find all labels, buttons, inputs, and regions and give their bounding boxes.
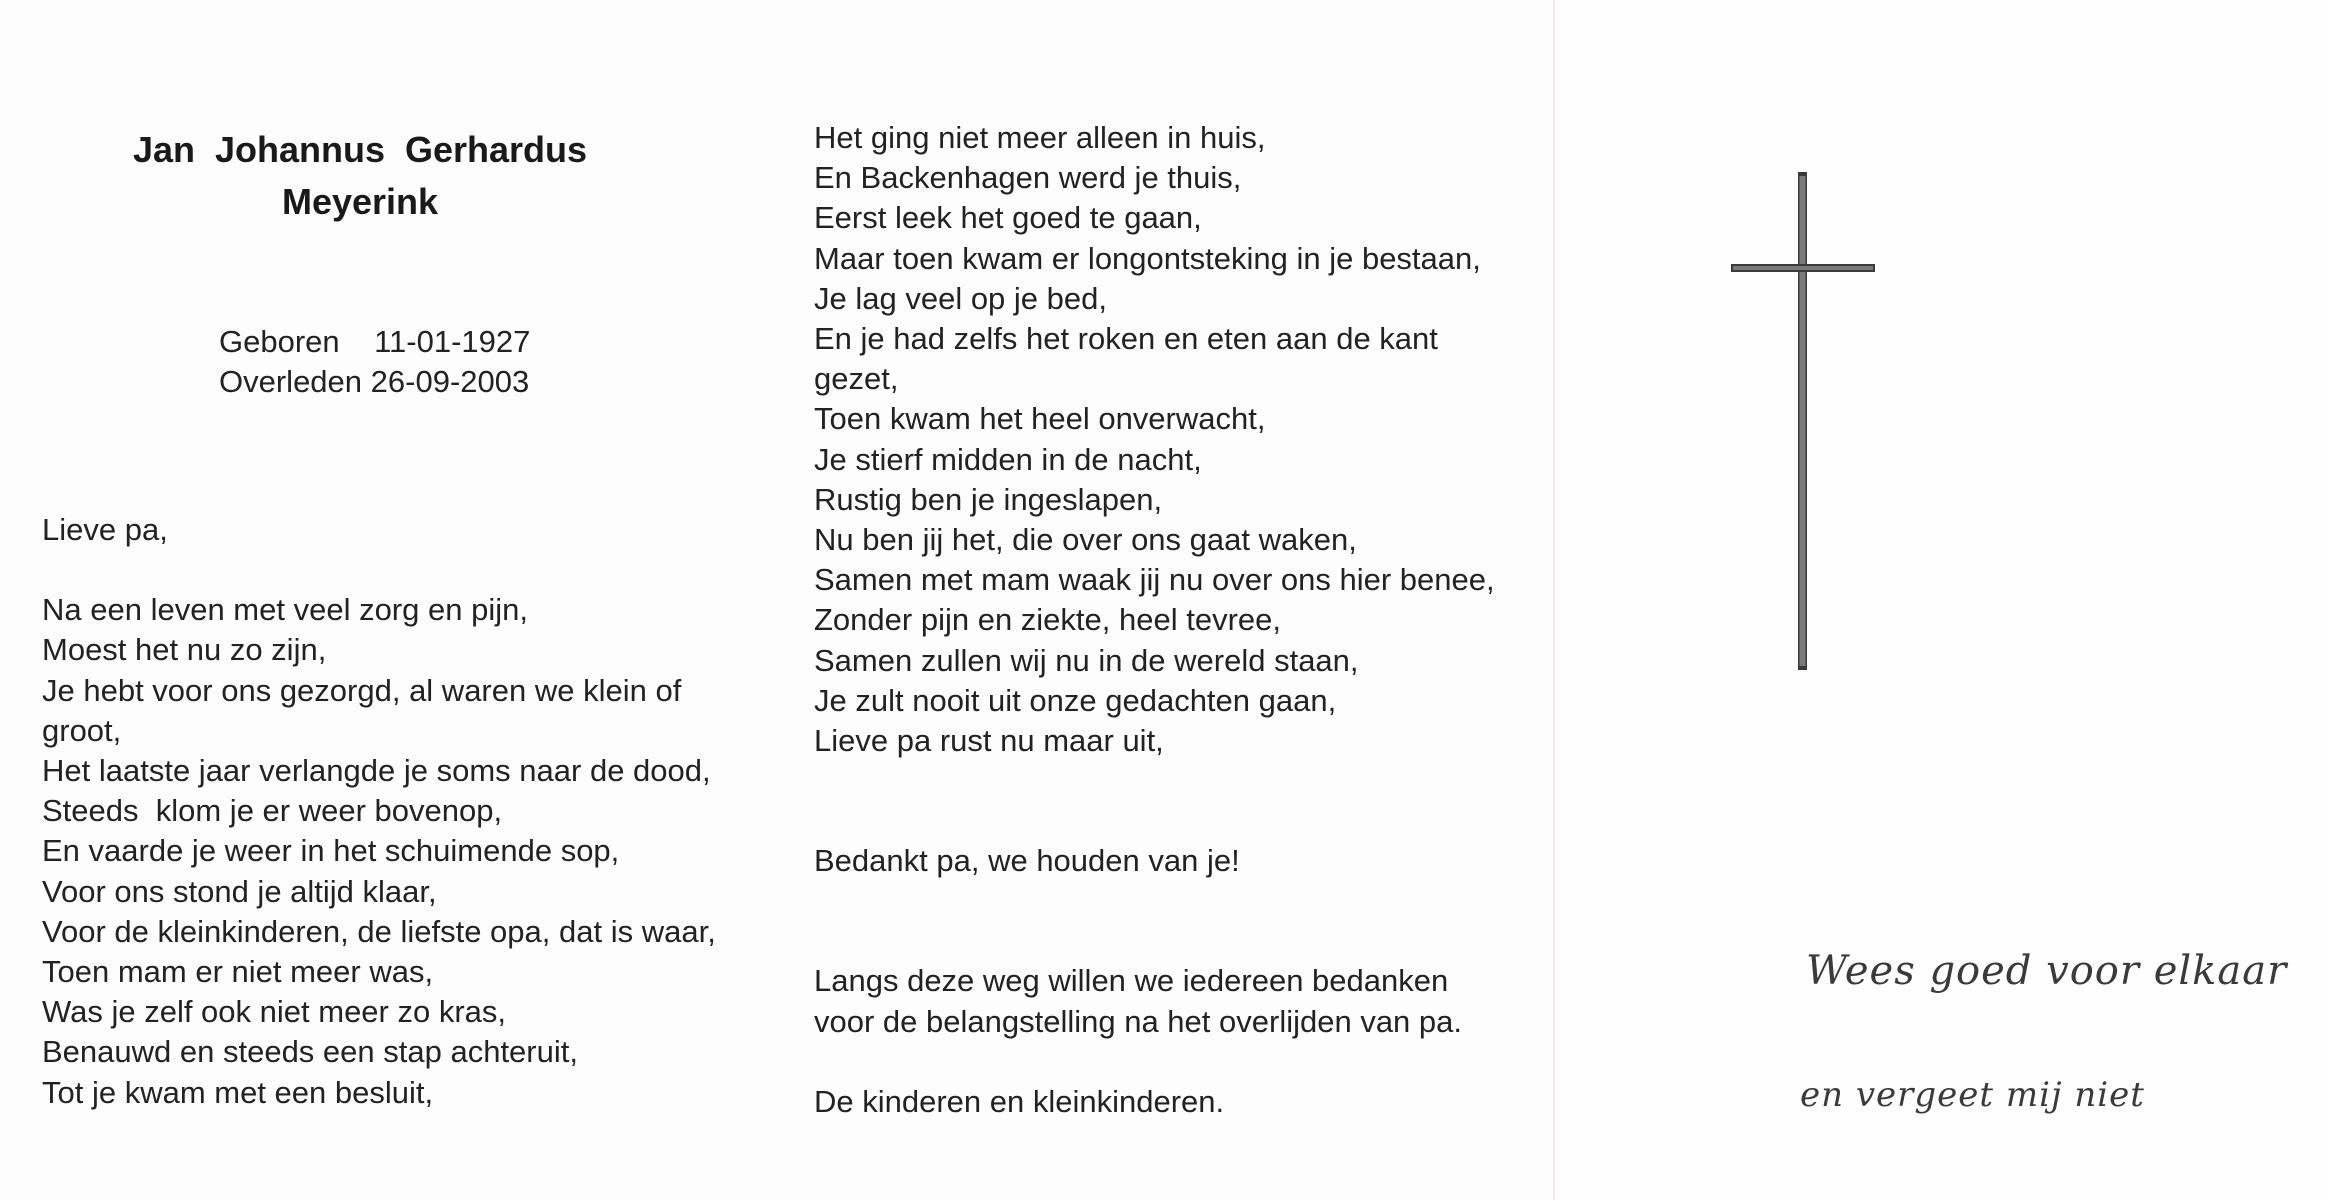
cross-icon [1728, 172, 1878, 672]
poem-line: Het laatste jaar verlangde je soms naar de dood, [42, 753, 711, 789]
thanks-line: Bedankt pa, we houden van je! [814, 843, 1240, 879]
poem-line: Toen mam er niet meer was, [42, 954, 434, 990]
poem-line: Toen kwam het heel onverwacht, [814, 401, 1266, 437]
poem-line: Je zult nooit uit onze gedachten gaan, [814, 682, 1337, 718]
acknowledgement-line-2: voor de belangstelling na het overlijden van pa. [814, 1003, 1463, 1039]
poem-line: Het ging niet meer alleen in huis, [814, 120, 1266, 155]
acknowledgement-line-1: Langs deze weg willen we iedereen bedanken [814, 963, 1449, 999]
life-dates [219, 322, 530, 402]
poem-line: Je lag veel op je bed, [814, 280, 1107, 316]
born-row [219, 322, 530, 362]
name-line-1: Jan Johannus Gerhardus [132, 129, 588, 170]
poem-line: Rustig ben je ingeslapen, [814, 481, 1163, 517]
poem-line: Eerst leek het goed te gaan, [814, 200, 1202, 236]
poem-line: Nu ben jij het, die over ons gaat waken, [814, 522, 1357, 558]
poem-line: Voor de kleinkinderen, de liefste opa, dat is waar, [42, 913, 716, 949]
poem-line: Je hebt voor ons gezorgd, al waren we klein of [42, 672, 682, 708]
poem-line: Voor ons stond je altijd klaar, [42, 873, 437, 909]
poem-line: gezet, [814, 361, 899, 397]
poem-line: Benauwd en steeds een stap achteruit, [42, 1034, 578, 1070]
poem-line: Samen met mam waak jij nu over ons hier benee, [814, 562, 1495, 598]
motto-line-1: Wees goed voor elkaar [1806, 948, 2288, 994]
poem-line: En vaarde je weer in het schuimende sop, [42, 833, 620, 869]
signature: De kinderen en kleinkinderen. [814, 1083, 1225, 1119]
born-date: 11-01-1927 [374, 324, 531, 359]
died-row [219, 362, 530, 402]
name-line-2: Meyerink [281, 181, 439, 222]
poem-line: Steeds klom je er weer bovenop, [42, 793, 503, 829]
born-label: Geboren [219, 324, 340, 359]
poem-line: Moest het nu zo zijn, [42, 632, 327, 668]
poem-line: En Backenhagen werd je thuis, [814, 160, 1242, 196]
poem-line: Je stierf midden in de nacht, [814, 441, 1202, 477]
cover-panel [1555, 0, 2328, 1200]
poem-left-column [42, 510, 762, 1113]
died-date: 26-09-2003 [370, 364, 530, 399]
poem-line: En je had zelfs het roken en eten aan de kant [814, 321, 1438, 357]
poem-line: Maar toen kwam er longontsteking in je bestaan, [814, 240, 1481, 276]
poem-line: Tot je kwam met een besluit, [42, 1074, 434, 1110]
died-label: Overleden [219, 364, 363, 399]
poem-line: Samen zullen wij nu in de wereld staan, [814, 642, 1359, 678]
salutation: Lieve pa, [42, 512, 168, 547]
poem-middle-column [814, 118, 1534, 1122]
poem-line: Lieve pa rust nu maar uit, [814, 723, 1164, 759]
poem-line: Zonder pijn en ziekte, heel tevree, [814, 602, 1281, 638]
poem-line: groot, [42, 712, 122, 748]
poem-line: Was je zelf ook niet meer zo kras, [42, 994, 507, 1030]
poem-line: Na een leven met veel zorg en pijn, [42, 592, 528, 628]
deceased-name [110, 124, 610, 228]
motto-line-2: en vergeet mij niet [1800, 1075, 2145, 1115]
